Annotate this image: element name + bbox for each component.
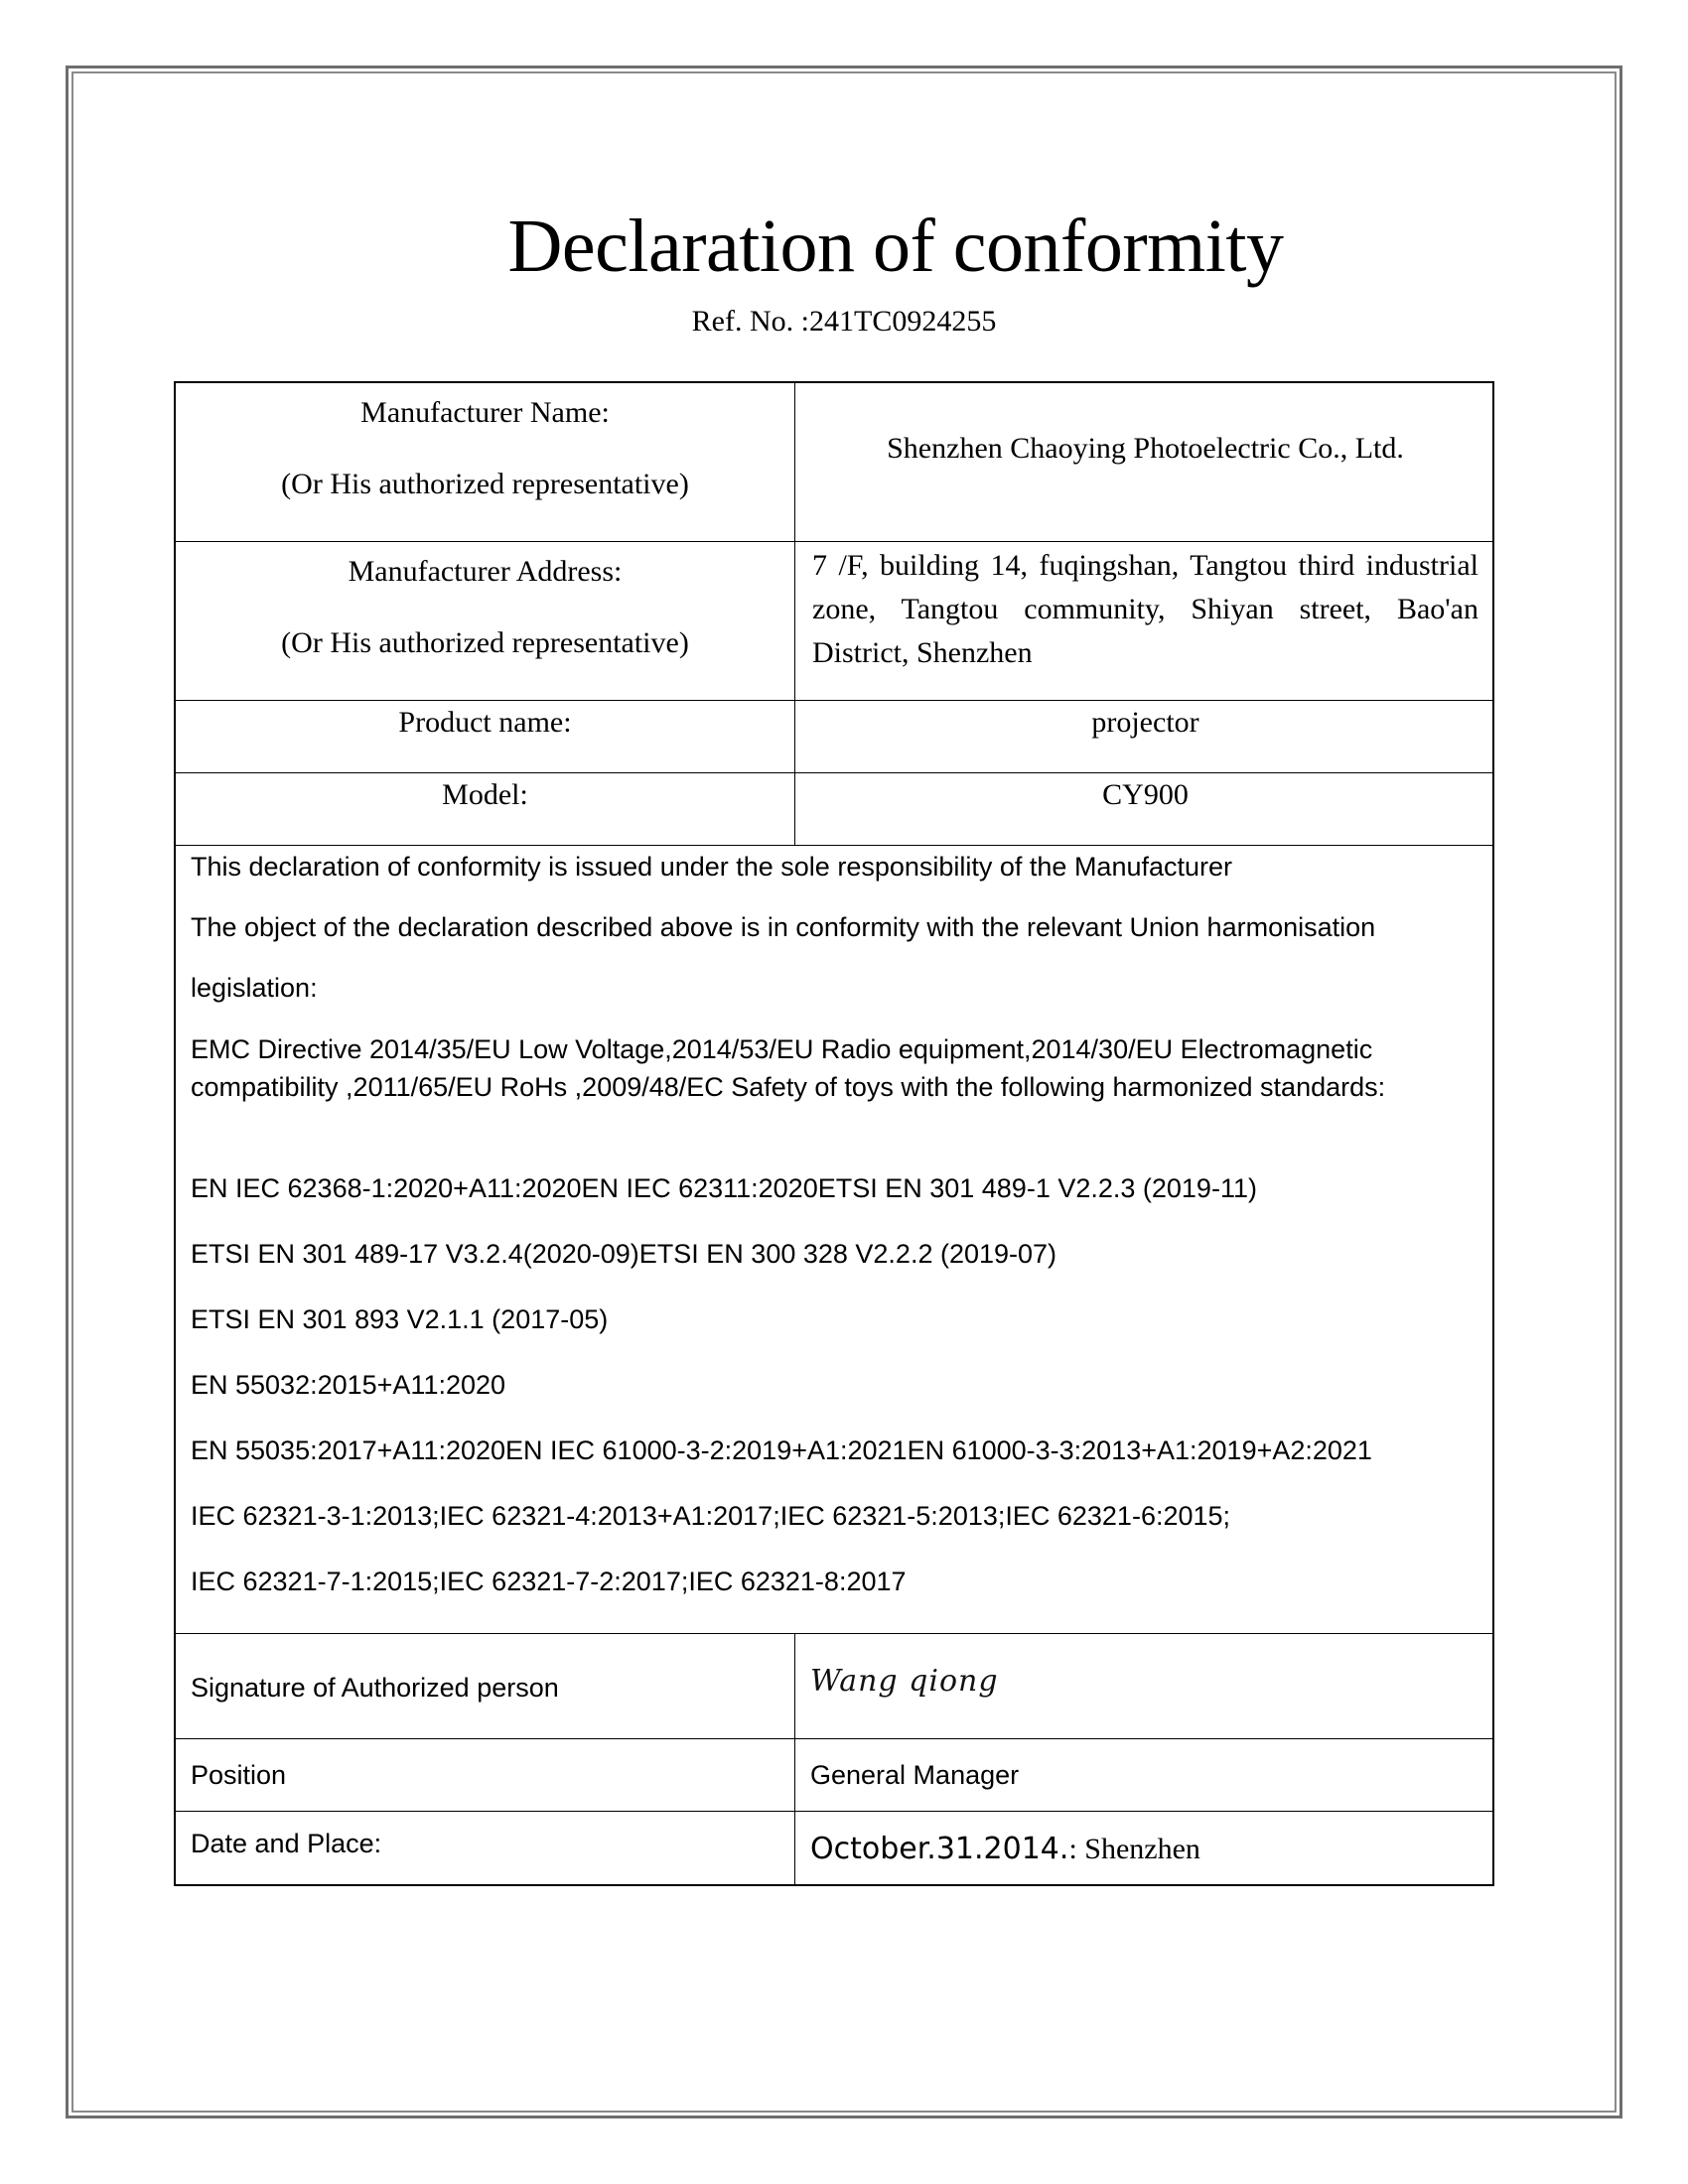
- manufacturer-address-value-cell: [796, 542, 1494, 700]
- place-value: : Shenzhen: [1068, 1833, 1200, 1865]
- column-divider: [794, 1634, 795, 1739]
- model-label: Model:: [442, 778, 528, 811]
- date-value: October.31.2014.: [810, 1832, 1069, 1866]
- position-row: [176, 1739, 1492, 1812]
- standard-line: EN IEC 62368-1:2020+A11:2020EN IEC 62311:2020ETSI EN 301 489-1 V2.2.3 (2019-11): [191, 1173, 1257, 1203]
- position-label-cell: [176, 1739, 794, 1811]
- reference-number: Ref. No. :241TC0924255: [691, 305, 997, 338]
- manufacturer-address-row: [176, 542, 1492, 701]
- date-place-label: Date and Place:: [191, 1829, 382, 1858]
- model-value-cell: [796, 773, 1494, 845]
- declaration-row: [176, 846, 1492, 1634]
- declaration-line-conformity: The object of the declaration described above is in conformity with the relevant Union harmonisation: [191, 912, 1376, 942]
- column-divider: [794, 701, 795, 773]
- manufacturer-name-row: [176, 383, 1492, 542]
- manufacturer-address-sublabel: (Or His authorized representative): [281, 626, 689, 659]
- date-place-row: [176, 1812, 1492, 1886]
- column-divider: [794, 773, 795, 846]
- model-value: CY900: [1102, 778, 1189, 811]
- date-place-value: [810, 1830, 1200, 1869]
- column-divider: [794, 383, 795, 542]
- standard-line: ETSI EN 301 893 V2.1.1 (2017-05): [191, 1304, 609, 1334]
- signature-value-cell: [796, 1634, 1494, 1738]
- position-label: Position: [191, 1760, 287, 1790]
- signature-label: Signature of Authorized person: [191, 1673, 559, 1703]
- standard-line: ETSI EN 301 489-17 V3.2.4(2020-09)ETSI EN 300 328 V2.2.2 (2019-07): [191, 1239, 1057, 1269]
- manufacturer-name-label: Manufacturer Name:: [360, 396, 610, 429]
- manufacturer-name-value-cell: [796, 383, 1494, 541]
- product-name-value-cell: [796, 701, 1494, 772]
- model-label-cell: [176, 773, 794, 845]
- position-value: General Manager: [810, 1760, 1020, 1790]
- standard-line: IEC 62321-7-1:2015;IEC 62321-7-2:2017;IEC 62321-8:2017: [191, 1567, 907, 1596]
- manufacturer-address-label: Manufacturer Address:: [348, 555, 623, 588]
- standard-line: EN 55032:2015+A11:2020: [191, 1370, 506, 1400]
- manufacturer-address-value: 7 /F, building 14, fuqingshan, Tangtou third industrial zone, Tangtou community, Shiyan street, Bao'an District, Shenzhen: [812, 549, 1478, 669]
- column-divider: [794, 1812, 795, 1886]
- declaration-line-responsibility: This declaration of conformity is issued under the sole responsibility of the Manufacturer: [191, 852, 1233, 882]
- column-divider: [794, 1739, 795, 1812]
- signature-label-cell: [176, 1634, 794, 1738]
- position-value-cell: [796, 1739, 1494, 1811]
- standard-line: IEC 62321-3-1:2013;IEC 62321-4:2013+A1:2017;IEC 62321-5:2013;IEC 62321-6:2015;: [191, 1501, 1231, 1531]
- product-name-row: [176, 701, 1492, 773]
- handwritten-signature: Wang qiong: [810, 1664, 999, 1699]
- manufacturer-name-value: Shenzhen Chaoying Photoelectric Co., Ltd.: [887, 432, 1404, 465]
- manufacturer-address-label-cell: [176, 542, 794, 700]
- date-place-value-cell: [796, 1812, 1494, 1886]
- manufacturer-name-label-cell: [176, 383, 794, 541]
- manufacturer-name-sublabel: (Or His authorized representative): [281, 468, 689, 500]
- product-name-value: projector: [1091, 706, 1199, 739]
- document-title: Declaration of conformity: [507, 205, 1284, 288]
- declaration-table: [174, 381, 1494, 1886]
- column-divider: [794, 542, 795, 701]
- standard-line: EN 55035:2017+A11:2020EN IEC 61000-3-2:2019+A1:2021EN 61000-3-3:2013+A1:2019+A2:2021: [191, 1435, 1372, 1465]
- product-name-label-cell: [176, 701, 794, 772]
- product-name-label: Product name:: [398, 706, 572, 739]
- declaration-directives: EMC Directive 2014/35/EU Low Voltage,2014/53/EU Radio equipment,2014/30/EU Electromagnetic compatibility ,2011/65/EU RoHs ,2009/48/EC Safety of toys with the following harmonized standards:: [191, 1034, 1386, 1102]
- declaration-line-legislation: legislation:: [191, 973, 318, 1003]
- signature-row: [176, 1634, 1492, 1739]
- date-place-label-cell: [176, 1812, 794, 1886]
- model-row: [176, 773, 1492, 846]
